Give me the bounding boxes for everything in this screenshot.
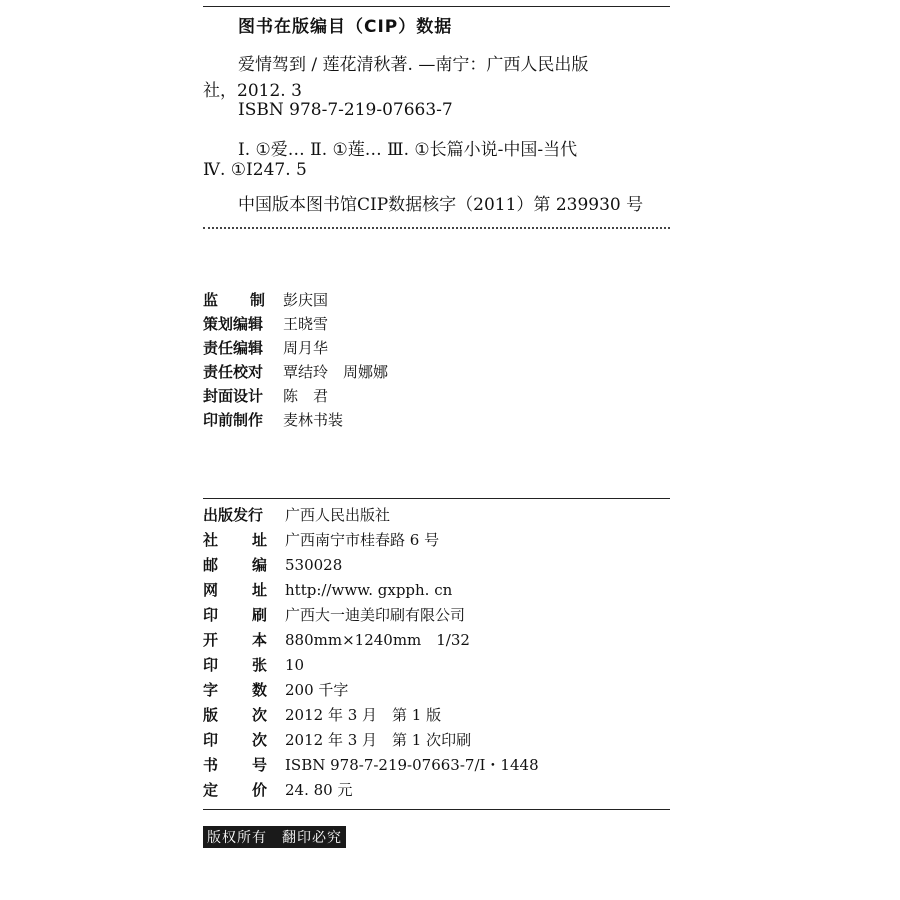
staff-credits <box>203 287 388 431</box>
staff-role: 监 制 <box>203 290 265 309</box>
staff-row <box>203 383 388 407</box>
cip-line-publisher: 社，2012. 3 <box>203 81 302 101</box>
publication-label: 印 张 <box>203 656 267 674</box>
staff-row <box>203 407 388 431</box>
publication-value: 10 <box>285 655 305 674</box>
publication-label: 网 址 <box>203 581 267 599</box>
staff-name: 周月华 <box>283 338 329 357</box>
staff-role: 印前制作 <box>203 410 264 429</box>
publication-row <box>203 502 539 527</box>
staff-row <box>203 335 388 359</box>
publication-label: 印 次 <box>203 731 267 749</box>
publication-value: 广西人民出版社 <box>285 506 391 524</box>
publication-row <box>203 652 539 677</box>
publication-row <box>203 527 539 552</box>
publication-label: 字 数 <box>203 681 267 699</box>
staff-name: 覃结玲 周娜娜 <box>283 362 389 381</box>
staff-role: 责任编辑 <box>203 338 264 357</box>
publication-row <box>203 627 539 652</box>
rights-reserved-notice: 版权所有 翻印必究 <box>203 826 346 848</box>
cip-line-classification: Ⅳ. ①I247. 5 <box>203 160 307 180</box>
publication-row <box>203 777 539 802</box>
publication-row <box>203 752 539 777</box>
staff-name: 陈 君 <box>283 386 329 405</box>
publication-label: 书 号 <box>203 756 267 774</box>
staff-row <box>203 359 388 383</box>
cip-title: 图书在版编目（CIP）数据 <box>238 17 453 37</box>
publication-value: 530028 <box>285 555 343 574</box>
staff-row <box>203 311 388 335</box>
publication-label: 版 次 <box>203 706 267 724</box>
publication-info <box>203 502 539 802</box>
cip-line-isbn: ISBN 978-7-219-07663-7 <box>238 100 453 120</box>
staff-name: 麦林书装 <box>283 410 344 429</box>
publication-value: 2012 年 3 月 第 1 次印刷 <box>285 731 472 749</box>
publication-row <box>203 602 539 627</box>
publication-website: http://www. gxpph. cn <box>285 580 453 599</box>
cip-line-title: 爱情驾到 / 莲花清秋著. —南宁：广西人民出版 <box>238 55 589 75</box>
publication-row <box>203 702 539 727</box>
publication-label: 定 价 <box>203 781 267 799</box>
publication-value: 24. 80 元 <box>285 781 353 799</box>
publication-top-rule <box>203 498 670 499</box>
staff-role: 责任校对 <box>203 362 264 381</box>
cip-top-rule <box>203 6 670 7</box>
publication-label: 邮 编 <box>203 556 267 574</box>
publication-bottom-rule <box>203 809 670 810</box>
publication-value: 广西南宁市桂春路 6 号 <box>285 531 440 549</box>
staff-name: 王晓雪 <box>283 314 329 333</box>
cip-bottom-rule <box>203 227 670 229</box>
publication-row <box>203 577 539 602</box>
publication-value: 880mm×1240mm 1/32 <box>285 631 470 649</box>
publication-label: 社 址 <box>203 531 267 549</box>
publication-label: 开 本 <box>203 631 267 649</box>
cip-line-subjects: Ⅰ. ①爱… Ⅱ. ①莲… Ⅲ. ①长篇小说-中国-当代 <box>238 140 578 160</box>
publication-value: 广西大一迪美印刷有限公司 <box>285 606 466 624</box>
staff-name: 彭庆国 <box>283 290 329 309</box>
publication-label: 印 刷 <box>203 606 267 624</box>
staff-row <box>203 287 388 311</box>
publication-label: 出版发行 <box>203 506 264 524</box>
cip-line-record-number: 中国版本图书馆CIP数据核字（2011）第 239930 号 <box>238 195 644 215</box>
publication-value: 2012 年 3 月 第 1 版 <box>285 706 442 724</box>
publication-row <box>203 677 539 702</box>
publication-value: 200 千字 <box>285 681 349 699</box>
publication-value: ISBN 978-7-219-07663-7/I・1448 <box>285 756 539 774</box>
staff-role: 封面设计 <box>203 386 264 405</box>
publication-row <box>203 552 539 577</box>
staff-role: 策划编辑 <box>203 314 264 333</box>
publication-row <box>203 727 539 752</box>
